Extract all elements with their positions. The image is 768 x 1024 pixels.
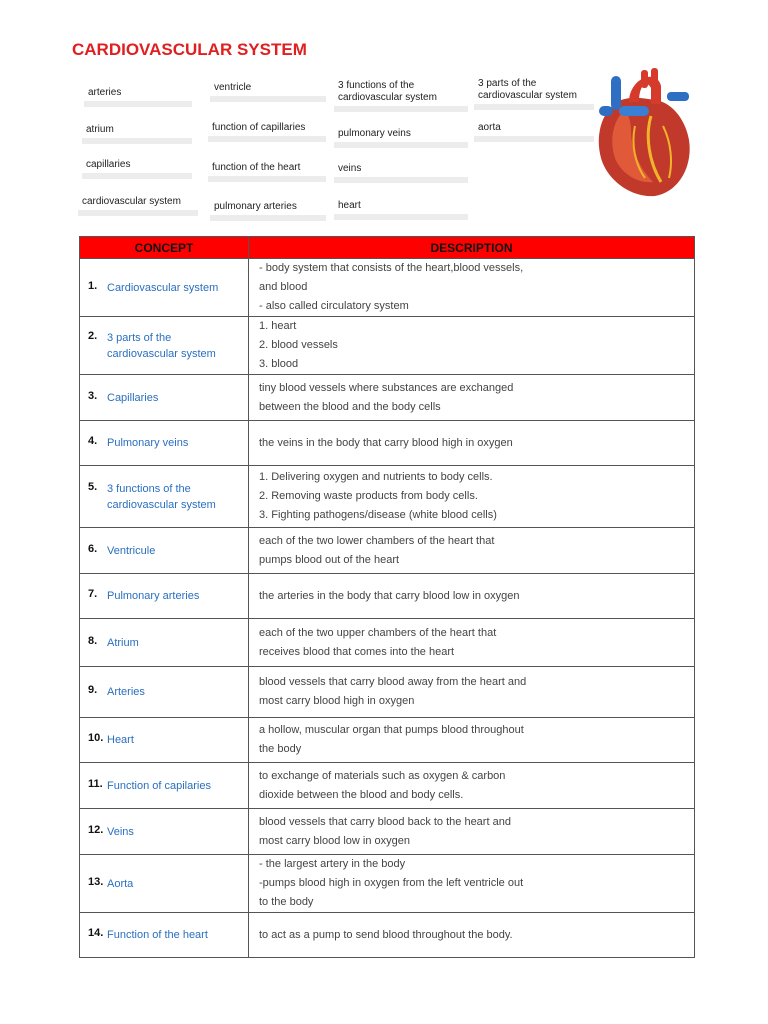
concept-name: 3 functions of the cardiovascular system: [107, 482, 216, 511]
concept-name: Pulmonary arteries: [107, 590, 200, 602]
table-row: [80, 913, 695, 958]
concept-cell: [80, 375, 249, 421]
word-bank-item: 3 functions of the cardiovascular system: [334, 78, 468, 112]
description-line: blood vessels that carry blood away from the heart and: [259, 676, 527, 688]
word-bank-item: cardiovascular system: [78, 194, 198, 216]
table-row: [80, 855, 695, 913]
table-row: [80, 317, 695, 375]
description-line: - the largest artery in the body: [259, 858, 406, 870]
row-number: 11.: [88, 777, 103, 790]
concept-name: Atrium: [107, 636, 139, 649]
header-concept: CONCEPT: [80, 237, 249, 259]
concept-name: Capillaries: [107, 391, 159, 404]
description-cell: [249, 421, 695, 466]
row-number: 14.: [88, 927, 104, 939]
concept-name: Cardiovascular system: [107, 281, 219, 294]
word-bank-item: heart: [334, 198, 468, 220]
description-line: to exchange of materials such as oxygen & carbon: [259, 769, 506, 782]
description-cell: [249, 809, 695, 855]
row-number: 8.: [88, 634, 98, 647]
description-line: each of the two lower chambers of the heart that: [259, 534, 495, 547]
description-cell: [249, 855, 695, 913]
description-line: 1. heart: [259, 320, 297, 332]
description-line: -pumps blood high in oxygen from the left ventricle out: [259, 877, 524, 889]
row-number: 6.: [88, 542, 98, 555]
word-bank-item: ventricle: [210, 80, 326, 102]
description-line: receives blood that comes into the heart: [259, 645, 455, 658]
description-line: 3. blood: [259, 358, 299, 370]
description-cell: [249, 466, 695, 528]
concept-name: 3 parts of the cardiovascular system: [107, 331, 216, 360]
concept-name: Pulmonary veins: [107, 437, 189, 449]
description-cell: [249, 528, 695, 574]
description-line: blood vessels that carry blood back to the heart and: [259, 815, 511, 828]
concept-name: Veins: [107, 825, 134, 838]
table-row: [80, 809, 695, 855]
row-number: 3.: [88, 389, 98, 402]
header-description: DESCRIPTION: [249, 237, 695, 259]
description-line: between the blood and the body cells: [259, 400, 441, 413]
concept-name: Function of capilaries: [107, 779, 211, 792]
concept-cell: [80, 667, 249, 718]
description-line: each of the two upper chambers of the heart that: [259, 626, 497, 639]
word-bank-item: 3 parts of the cardiovascular system: [474, 76, 594, 110]
row-number: 7.: [88, 588, 98, 600]
word-bank-item: atrium: [82, 122, 192, 144]
description-line: the veins in the body that carry blood high in oxygen: [259, 436, 513, 449]
concept-cell: [80, 574, 249, 619]
table-row: [80, 466, 695, 528]
table-row: [80, 667, 695, 718]
description-line: - body system that consists of the heart,blood vessels,: [259, 262, 524, 274]
description-line: the body: [259, 743, 302, 755]
description-line: pumps blood out of the heart: [259, 553, 400, 566]
word-bank-item: veins: [334, 161, 468, 183]
concept-cell: [80, 763, 249, 809]
concept-cell: [80, 718, 249, 763]
concept-cell: [80, 421, 249, 466]
concept-cell: [80, 913, 249, 958]
description-line: - also called circulatory system: [259, 300, 409, 312]
description-line: 2. Removing waste products from body cells.: [259, 490, 478, 502]
row-number: 9.: [88, 684, 98, 696]
word-bank-item: function of capillaries: [208, 120, 326, 142]
word-bank-item: aorta: [474, 120, 594, 142]
concept-cell: [80, 466, 249, 528]
table-row: [80, 763, 695, 809]
description-cell: [249, 667, 695, 718]
description-line: the arteries in the body that carry blood low in oxygen: [259, 589, 520, 602]
description-line: and blood: [259, 281, 308, 293]
description-line: 3. Fighting pathogens/disease (white blood cells): [259, 509, 497, 521]
word-bank-item: pulmonary veins: [334, 126, 468, 148]
description-line: 1. Delivering oxygen and nutrients to body cells.: [259, 471, 493, 483]
concept-cell: [80, 809, 249, 855]
concept-name: Ventricule: [107, 544, 156, 557]
description-line: dioxide between the blood and body cells.: [259, 788, 464, 801]
concept-name: Aorta: [107, 877, 134, 890]
word-bank-item: arteries: [84, 85, 192, 107]
word-bank-item: capillaries: [82, 157, 192, 179]
table-row: [80, 528, 695, 574]
description-cell: [249, 574, 695, 619]
row-number: 13.: [88, 875, 104, 888]
row-number: 12.: [88, 823, 104, 836]
description-cell: [249, 259, 695, 317]
word-bank-item: pulmonary arteries: [210, 199, 326, 221]
row-number: 2.: [88, 329, 98, 342]
concept-cell: [80, 855, 249, 913]
description-line: 2. blood vessels: [259, 339, 338, 351]
row-number: 1.: [88, 279, 98, 292]
concept-cell: [80, 619, 249, 667]
description-line: tiny blood vessels where substances are exchanged: [259, 381, 514, 394]
description-cell: [249, 913, 695, 958]
description-line: a hollow, muscular organ that pumps blood throughout: [259, 724, 524, 736]
table-row: [80, 375, 695, 421]
heart-illustration: [591, 66, 695, 200]
concept-name: Heart: [107, 734, 134, 746]
table-row: [80, 421, 695, 466]
description-cell: [249, 317, 695, 375]
concept-table: [79, 236, 695, 958]
table-row: [80, 259, 695, 317]
description-line: most carry blood low in oxygen: [259, 834, 411, 847]
description-cell: [249, 718, 695, 763]
description-cell: [249, 619, 695, 667]
concept-name: Arteries: [107, 686, 145, 698]
concept-cell: [80, 259, 249, 317]
concept-name: Function of the heart: [107, 929, 208, 941]
description-line: to act as a pump to send blood throughout the body.: [259, 928, 513, 941]
description-line: to the body: [259, 896, 314, 908]
page-title: CARDIOVASCULAR SYSTEM: [72, 40, 307, 59]
table-row: [80, 574, 695, 619]
concept-cell: [80, 528, 249, 574]
description-cell: [249, 375, 695, 421]
table-header-row: [80, 237, 695, 259]
row-number: 5.: [88, 480, 98, 493]
table-row: [80, 619, 695, 667]
concept-cell: [80, 317, 249, 375]
word-bank-item: function of the heart: [208, 160, 326, 182]
description-line: most carry blood high in oxygen: [259, 695, 415, 707]
table-row: [80, 718, 695, 763]
row-number: 10.: [88, 732, 104, 744]
description-cell: [249, 763, 695, 809]
row-number: 4.: [88, 435, 98, 447]
